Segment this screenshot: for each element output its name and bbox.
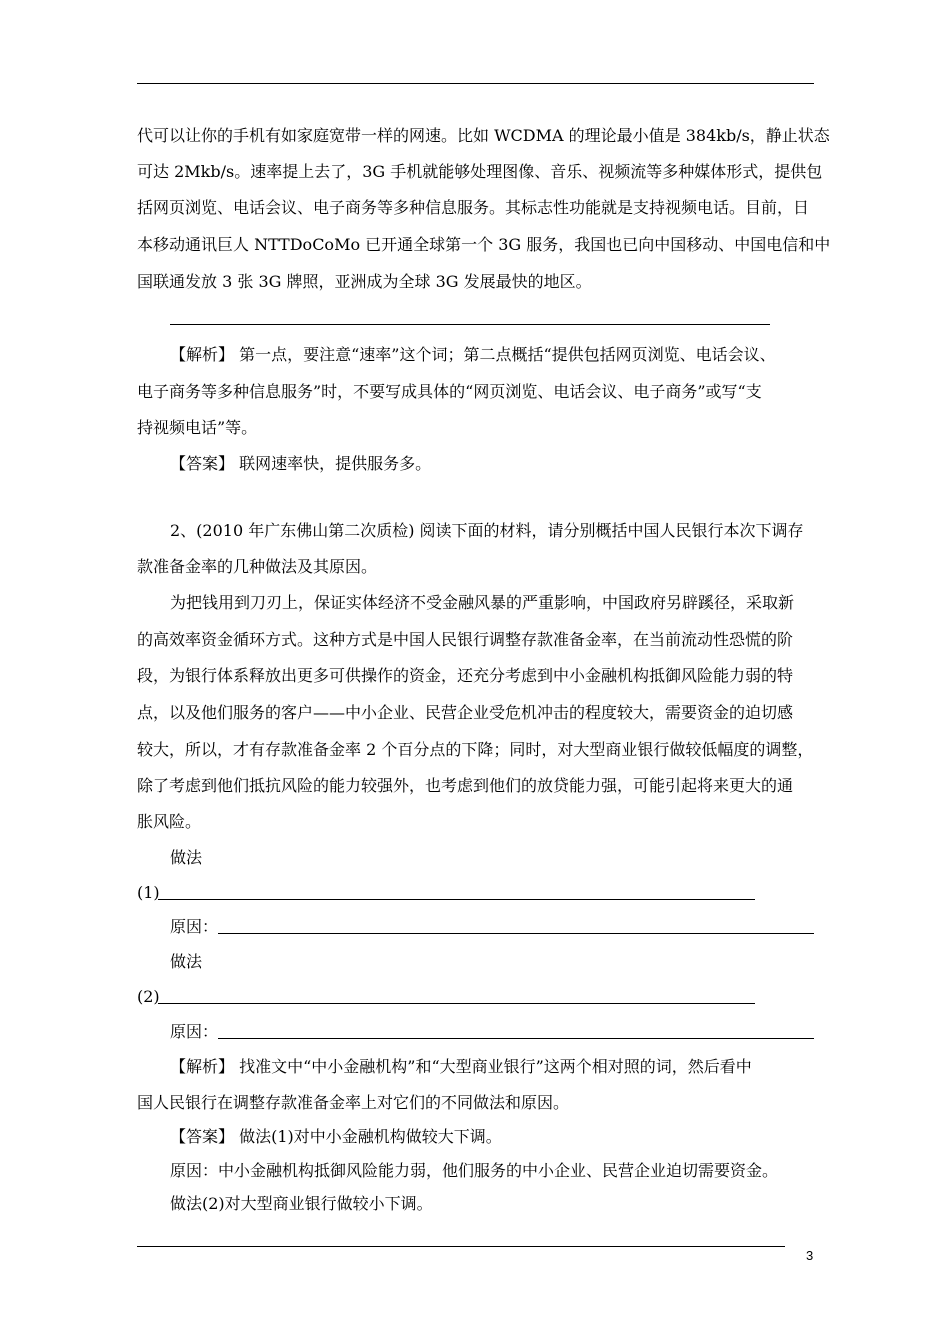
reason1-blank[interactable] xyxy=(218,933,814,934)
analysis2-line: 国人民银行在调整存款准备金率上对它们的不同做法和原因。 xyxy=(137,1093,570,1112)
answer-blank-line xyxy=(170,324,770,325)
analysis2-line: 【解析】 找准文中“中小金融机构”和“大型商业银行”这两个相对照的词，然后看中 xyxy=(170,1057,752,1076)
material-line: 除了考虑到他们抵抗风险的能力较强外，也考虑到他们的放贷能力强，可能引起将来更大的通 xyxy=(137,776,794,795)
method-label: 做法 xyxy=(170,848,203,867)
analysis1-line: 【解析】 第一点，要注意“速率”这个词；第二点概括“提供包括网页浏览、电话会议、 xyxy=(170,345,776,364)
header-rule xyxy=(137,83,814,84)
reason2-blank[interactable] xyxy=(218,1038,814,1039)
para1-line: 国联通发放 3 张 3G 牌照，亚洲成为全球 3G 发展最快的地区。 xyxy=(137,272,592,291)
material-line: 段，为银行体系释放出更多可供操作的资金，还充分考虑到中小金融机构抵御风险能力弱的特 xyxy=(137,666,794,685)
reason-label: 原因： xyxy=(170,1022,219,1041)
question2-line: 2、(2010 年广东佛山第二次质检) 阅读下面的材料，请分别概括中国人民银行本次下调存 xyxy=(170,521,804,540)
footer-rule xyxy=(137,1246,785,1247)
answer1: 【答案】 联网速率快，提供服务多。 xyxy=(170,454,432,473)
method2-blank[interactable] xyxy=(158,1003,755,1004)
para1-line: 可达 2Mkb/s。速率提上去了，3G 手机就能够处理图像、音乐、视频流等多种媒体形式，提供包 xyxy=(137,162,823,181)
method-label: 做法 xyxy=(170,952,203,971)
item2-label: (2) xyxy=(137,987,160,1006)
answer2-line: 做法(2)对大型商业银行做较小下调。 xyxy=(170,1194,433,1213)
question2-line: 款准备金率的几种做法及其原因。 xyxy=(137,557,378,576)
material-line: 为把钱用到刀刃上，保证实体经济不受金融风暴的严重影响，中国政府另辟蹊径，采取新 xyxy=(170,593,795,612)
material-line: 点，以及他们服务的客户——中小企业、民营企业受危机冲击的程度较大，需要资金的迫切感 xyxy=(137,703,794,722)
page-number: 3 xyxy=(806,1248,814,1263)
reason-label: 原因： xyxy=(170,917,219,936)
method1-blank[interactable] xyxy=(158,899,755,900)
analysis1-line: 持视频电话”等。 xyxy=(137,418,258,437)
analysis1-line: 电子商务等多种信息服务”时，不要写成具体的“网页浏览、电话会议、电子商务”或写“支 xyxy=(137,382,762,401)
answer2-line: 原因：中小金融机构抵御风险能力弱，他们服务的中小企业、民营企业迫切需要资金。 xyxy=(170,1161,779,1180)
item1-label: (1) xyxy=(137,883,160,902)
material-line: 胀风险。 xyxy=(137,812,202,831)
para1-line: 代可以让你的手机有如家庭宽带一样的网速。比如 WCDMA 的理论最小值是 384kb/s，静止状态 xyxy=(137,126,830,145)
material-line: 的高效率资金循环方式。这种方式是中国人民银行调整存款准备金率，在当前流动性恐慌的阶 xyxy=(137,630,794,649)
answer2-line: 【答案】 做法(1)对中小金融机构做较大下调。 xyxy=(170,1127,502,1146)
para1-line: 本移动通讯巨人 NTTDoCoMo 已开通全球第一个 3G 服务，我国也已向中国移动、中国电信和中 xyxy=(137,235,831,254)
material-line: 较大，所以，才有存款准备金率 2 个百分点的下降；同时，对大型商业银行做较低幅度的调整， xyxy=(137,740,814,759)
para1-line: 括网页浏览、电话会议、电子商务等多种信息服务。其标志性功能就是支持视频电话。目前，日 xyxy=(137,198,810,217)
